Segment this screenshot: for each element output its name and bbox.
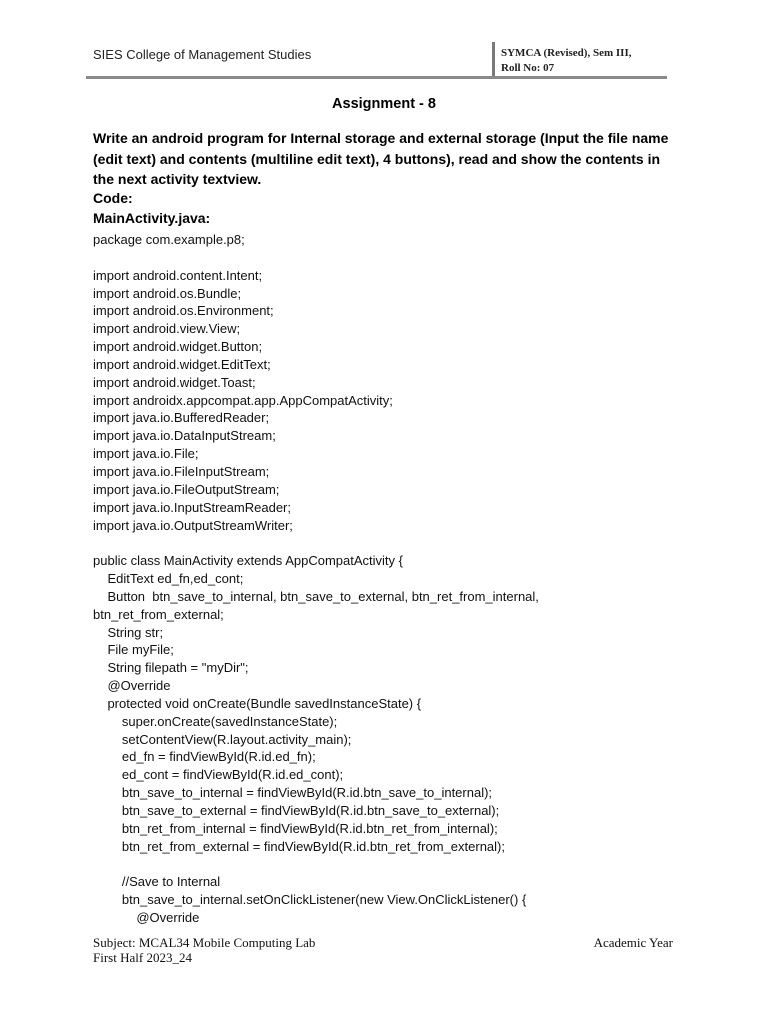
code-line: import android.widget.Button; bbox=[93, 339, 263, 355]
code-line: import android.widget.EditText; bbox=[93, 356, 271, 372]
code-line: File myFile; bbox=[93, 642, 174, 658]
code-line: import java.io.FileInputStream; bbox=[93, 463, 270, 479]
code-line: import android.view.View; bbox=[93, 321, 241, 337]
code-label: Code: bbox=[93, 190, 133, 206]
code-line: btn_save_to_external = findViewById(R.id.btn_save_to_external); bbox=[93, 803, 500, 818]
code-line: import java.io.DataInputStream; bbox=[93, 428, 276, 444]
code-line: package com.example.p8; bbox=[93, 232, 245, 247]
page-footer bbox=[93, 935, 673, 965]
footer-subject: Subject: MCAL34 Mobile Computing Lab bbox=[93, 935, 316, 950]
header-course-line: SYMCA (Revised), Sem III, bbox=[501, 47, 632, 59]
code-line: import java.io.FileOutputStream; bbox=[93, 481, 280, 497]
code-line: import android.os.Bundle; bbox=[93, 285, 242, 301]
code-line: protected void onCreate(Bundle savedInstanceState) { bbox=[93, 695, 422, 711]
code-line: Button btn_save_to_internal, btn_save_to_external, btn_ret_from_internal, bbox=[93, 588, 539, 604]
code-line: btn_save_to_internal = findViewById(R.id.btn_save_to_internal); bbox=[93, 785, 493, 801]
header-divider bbox=[492, 42, 495, 76]
code-line: import androidx.appcompat.app.AppCompatActivity; bbox=[93, 392, 393, 408]
header-institution: SIES College of Management Studies bbox=[93, 47, 312, 62]
footer-row bbox=[93, 935, 673, 950]
code-line: import android.content.Intent; bbox=[93, 267, 263, 283]
code-line: import java.io.InputStreamReader; bbox=[93, 499, 291, 515]
code-line: btn_ret_from_external = findViewById(R.id.btn_ret_from_external); bbox=[93, 838, 505, 854]
assignment-task: Write an android program for Internal storage and external storage (Input the file name (edit text) and contents (multiline edit text), 4 buttons), read and show the contents in the next activity textview. bbox=[93, 130, 669, 187]
code-line: String str; bbox=[93, 624, 164, 640]
code-line bbox=[93, 534, 693, 552]
code-line: @Override bbox=[93, 910, 200, 926]
code-line: EditText ed_fn,ed_cont; bbox=[93, 571, 244, 587]
code-line: import android.widget.Toast; bbox=[93, 374, 256, 390]
code-line: import java.io.File; bbox=[93, 446, 199, 462]
code-line: ed_fn = findViewById(R.id.ed_fn); bbox=[93, 749, 316, 765]
page-title: Assignment - 8 bbox=[332, 96, 436, 112]
code-line: import android.os.Environment; bbox=[93, 303, 274, 319]
header-rule bbox=[86, 76, 667, 79]
code-line bbox=[93, 856, 693, 874]
code-line: public class MainActivity extends AppCompatActivity { bbox=[93, 553, 403, 569]
code-line: import java.io.BufferedReader; bbox=[93, 410, 270, 426]
code-line: //Save to Internal bbox=[93, 874, 221, 890]
code-line: setContentView(R.layout.activity_main); bbox=[93, 731, 352, 747]
code-line: @Override bbox=[93, 678, 171, 694]
header-roll-line: Roll No: 07 bbox=[501, 62, 555, 74]
code-line: super.onCreate(savedInstanceState); bbox=[93, 713, 338, 729]
code-line: String filepath = "myDir"; bbox=[93, 660, 249, 676]
code-line: btn_ret_from_internal = findViewById(R.id.btn_ret_from_internal); bbox=[93, 820, 498, 836]
code-line: btn_save_to_internal.setOnClickListener(new View.OnClickListener() { bbox=[93, 892, 527, 908]
footer-academic-year: Academic Year bbox=[593, 935, 673, 950]
file-label: MainActivity.java: bbox=[93, 210, 211, 226]
code-line: ed_cont = findViewById(R.id.ed_cont); bbox=[93, 767, 344, 783]
code-block bbox=[93, 231, 693, 927]
code-line: btn_ret_from_external; bbox=[93, 606, 224, 622]
code-line: import java.io.OutputStreamWriter; bbox=[93, 517, 293, 533]
code-line bbox=[93, 249, 693, 267]
header-course-info bbox=[501, 46, 631, 76]
footer-half: First Half 2023_24 bbox=[93, 950, 192, 965]
